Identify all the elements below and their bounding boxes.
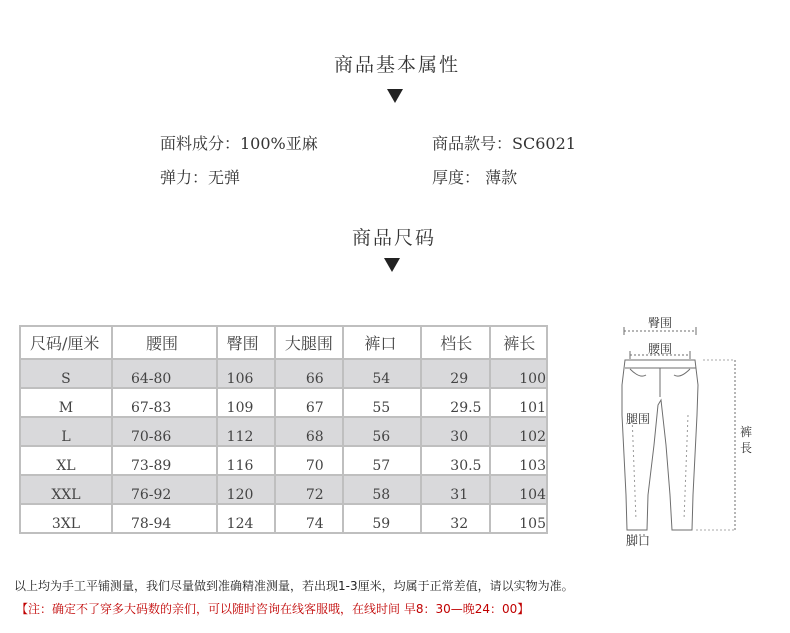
down-triangle-icon [384, 258, 400, 272]
length-cell: 102 [490, 417, 547, 446]
hem-cell: 58 [343, 475, 421, 504]
hip-cell: 116 [217, 446, 275, 475]
waist-cell: 70-86 [112, 417, 217, 446]
rise-cell: 29 [421, 359, 490, 388]
rise-cell: 32 [421, 504, 490, 533]
basic-attributes-title: 商品基本属性 [334, 54, 461, 76]
size-cell: L [20, 417, 112, 446]
table-row [20, 475, 547, 504]
thickness-attribute: 厚度： 薄款 [432, 168, 518, 187]
hem-cell: 56 [343, 417, 421, 446]
table-row [20, 504, 547, 533]
service-note: 【注：确定不了穿多大码数的亲们，可以随时咨询在线客服哦，在线时间 早8：30—晚24：00】 [16, 602, 530, 616]
thigh-cell: 66 [275, 359, 343, 388]
length-cell: 103 [490, 446, 547, 475]
down-triangle-icon [387, 89, 403, 103]
elasticity-attribute: 弹力：无弹 [160, 168, 241, 187]
rise-cell: 31 [421, 475, 490, 504]
thigh-cell: 68 [275, 417, 343, 446]
size-cell: 3XL [20, 504, 112, 533]
size-cell: M [20, 388, 112, 417]
table-row [20, 359, 547, 388]
hip-cell: 106 [217, 359, 275, 388]
style-number-attribute: 商品款号：SC6021 [432, 134, 576, 153]
size-table-header-row [20, 326, 547, 359]
size-cell: XXL [20, 475, 112, 504]
rise-cell: 30 [421, 417, 490, 446]
table-row [20, 446, 547, 475]
hip-cell: 109 [217, 388, 275, 417]
waist-cell: 64-80 [112, 359, 217, 388]
thigh-cell: 74 [275, 504, 343, 533]
size-section-title: 商品尺码 [352, 227, 437, 249]
length-cell: 100 [490, 359, 547, 388]
waist-cell: 76-92 [112, 475, 217, 504]
header-cell: 大腿围 [275, 326, 343, 359]
header-cell: 档长 [421, 326, 490, 359]
measurement-note: 以上均为手工平铺测量，我们尽量做到准确精准测量，若出现1-3厘米，均属于正常差值，请以实物为准。 [14, 579, 574, 593]
thigh-cell: 70 [275, 446, 343, 475]
waist-cell: 73-89 [112, 446, 217, 475]
thigh-label: 腿围 [626, 412, 651, 426]
length-cell: 105 [490, 504, 547, 533]
length-cell: 101 [490, 388, 547, 417]
header-cell: 尺码/厘米 [20, 326, 112, 359]
thigh-cell: 67 [275, 388, 343, 417]
waist-cell: 78-94 [112, 504, 217, 533]
hem-label: 脚口 [626, 534, 651, 548]
hip-cell: 120 [217, 475, 275, 504]
header-cell: 臀围 [217, 326, 275, 359]
size-table [19, 325, 548, 534]
header-cell: 裤口 [343, 326, 421, 359]
thigh-cell: 72 [275, 475, 343, 504]
waist-cell: 67-83 [112, 388, 217, 417]
pants-measurement-diagram [600, 305, 780, 550]
length-cell: 104 [490, 475, 547, 504]
table-row [20, 388, 547, 417]
hip-label: 臀围 [648, 316, 673, 330]
fabric-attribute: 面料成分：100%亚麻 [160, 134, 318, 153]
length-label: 裤 [740, 425, 753, 439]
table-row [20, 417, 547, 446]
hem-cell: 59 [343, 504, 421, 533]
size-cell: S [20, 359, 112, 388]
hem-cell: 54 [343, 359, 421, 388]
hem-cell: 55 [343, 388, 421, 417]
hip-cell: 124 [217, 504, 275, 533]
hem-cell: 57 [343, 446, 421, 475]
size-cell: XL [20, 446, 112, 475]
rise-cell: 29.5 [421, 388, 490, 417]
hip-cell: 112 [217, 417, 275, 446]
header-cell: 腰围 [112, 326, 217, 359]
rise-cell: 30.5 [421, 446, 490, 475]
length-label: 長 [740, 441, 753, 455]
header-cell: 裤长 [490, 326, 547, 359]
waist-label: 腰围 [648, 342, 673, 356]
